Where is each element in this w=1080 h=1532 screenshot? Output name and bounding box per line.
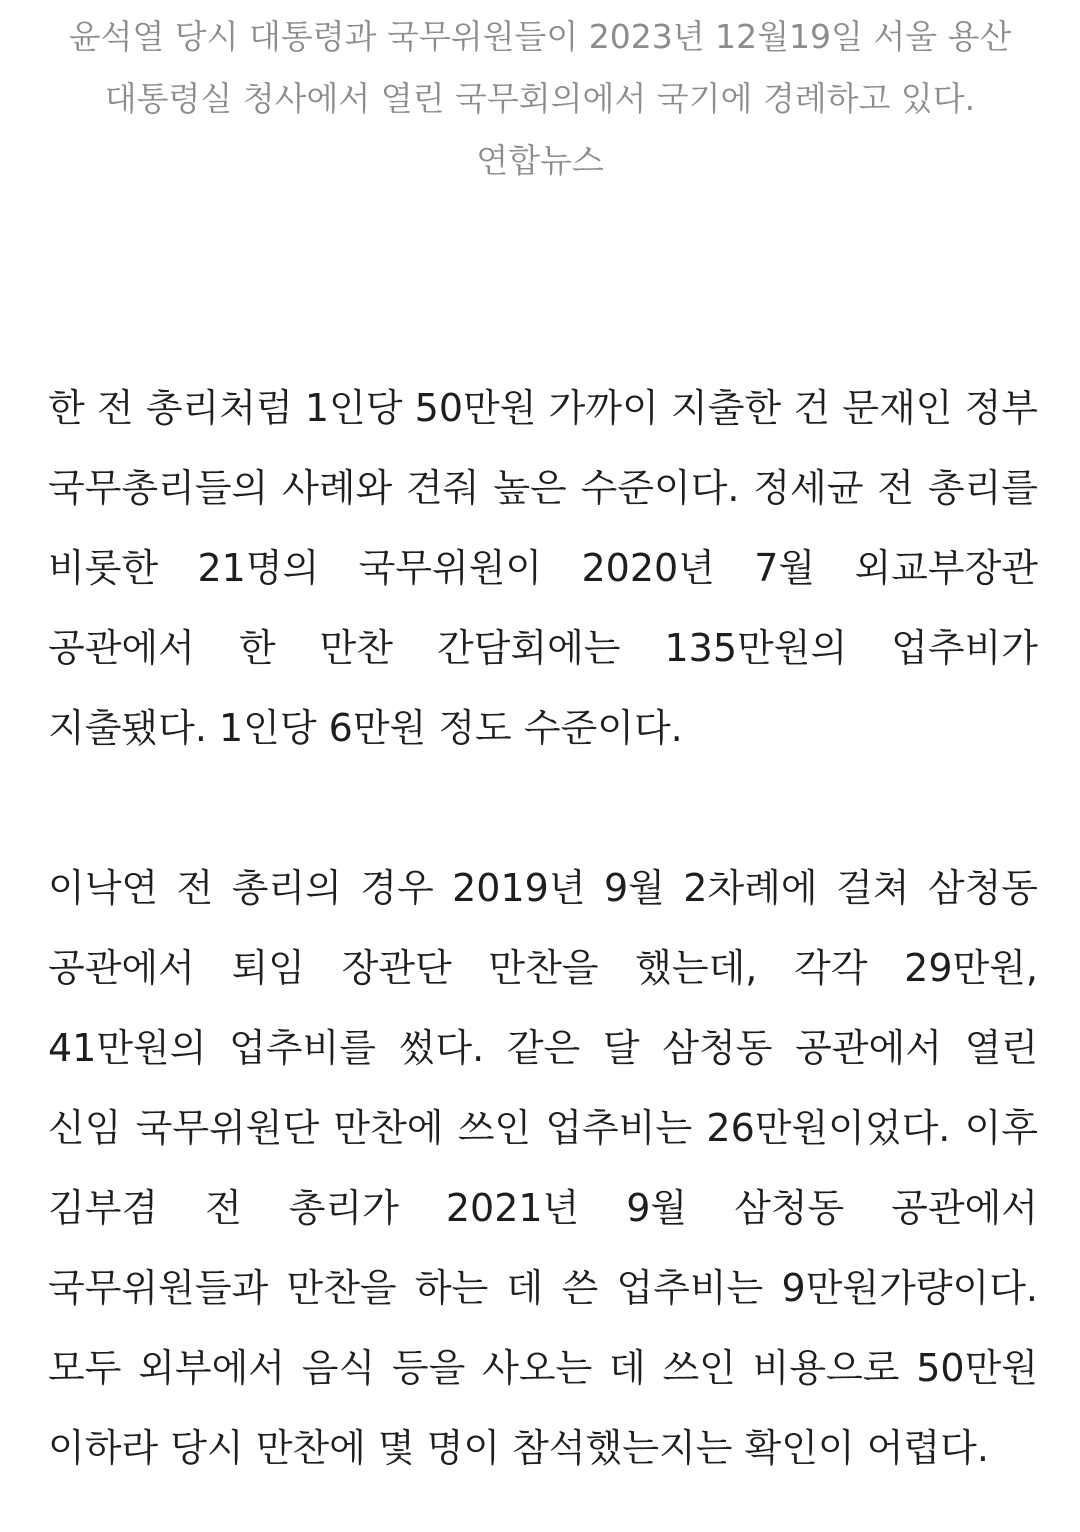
article-paragraph-1: 한 전 총리처럼 1인당 50만원 가까이 지출한 건 문재인 정부 국무총리들의 사례와 견줘 높은 수준이다. 정세균 전 총리를 비롯한 21명의 국무위원이 2020년 7월 외교부장관 공관에서 한 만찬 간담회에는 135만원의 업추비가 지출됐다. 1인당 6만원 정도 수준이다. [48,386,1038,750]
photo-caption: 윤석열 당시 대통령과 국무위원들이 2023년 12월19일 서울 용산 대통령실 청사에서 열린 국무회의에서 국기에 경례하고 있다. 연합뉴스 [68,17,1012,180]
article-paragraph-2: 이낙연 전 총리의 경우 2019년 9월 2차례에 걸쳐 삼청동 공관에서 퇴임 장관단 만찬을 했는데, 각각 29만원, 41만원의 업추비를 썼다. 같은 달 삼청동 공관에서 열린 신임 국무위원단 만찬에 쓰인 업추비는 26만원이었다. 이후 김부겸 전 총리가 2021년 9월 삼청동 공관에서 국무위원들과 만찬을 하는 데 쓴 업추비는 9만원가량이다. 모두 외부에서 음식 등을 사오는 데 쓰인 비용으로 50만원 이하라 당시 만찬에 몇 명이 참석했는지는 확인이 어렵다. [48,866,1038,1470]
